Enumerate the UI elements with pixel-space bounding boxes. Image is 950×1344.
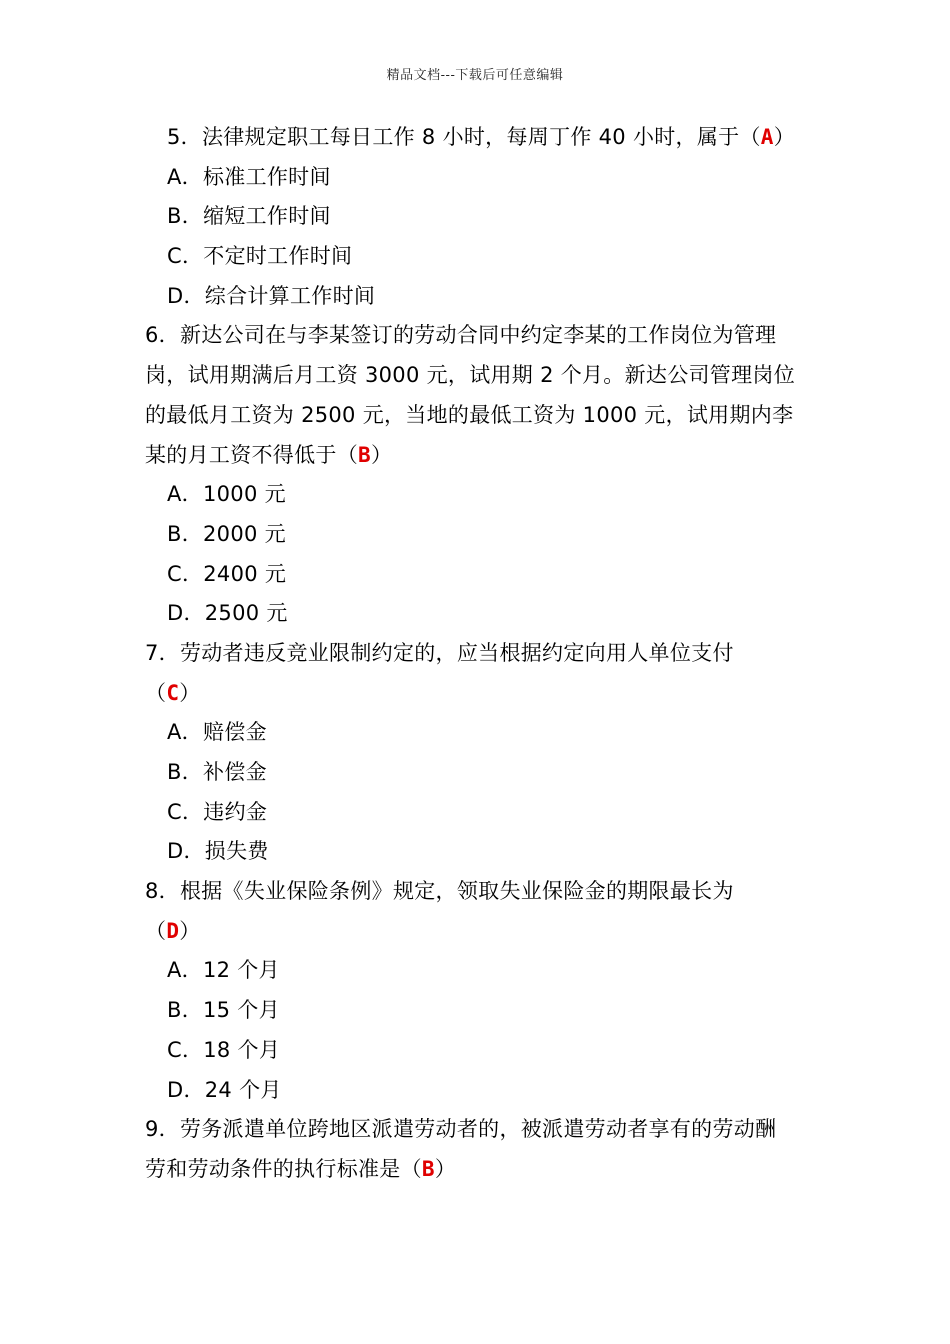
option-b: B．补偿金	[167, 760, 267, 784]
question-9	[145, 1110, 815, 1189]
option-d: D．综合计算工作时间	[167, 283, 376, 308]
option-c: C．违约金	[167, 799, 268, 824]
question-6	[145, 316, 815, 634]
question-bracket-close: ）	[370, 442, 393, 467]
question-stem-line: 的最低月工资为 2500 元，当地的最低工资为 1000 元，试用期内李	[145, 402, 794, 427]
question-text: 某的月工资不得低于（	[145, 442, 358, 467]
question-bracket-close: ）	[434, 1156, 457, 1181]
question-7	[145, 634, 815, 872]
answer-letter: C	[166, 680, 180, 705]
option-d: D．2500 元	[167, 601, 288, 626]
question-8	[145, 872, 815, 1110]
question-5	[145, 118, 815, 316]
question-stem-line: 7．劳动者违反竞业限制约定的，应当根据约定向用人单位支付	[145, 640, 734, 665]
answer-letter: D	[166, 918, 180, 943]
question-stem-line	[145, 436, 815, 476]
option-d: D．损失费	[167, 839, 269, 864]
option-c: C．不定时工作时间	[167, 244, 353, 269]
question-stem-line	[145, 674, 815, 714]
option-a: A．1000 元	[167, 482, 286, 507]
question-bracket-close: ）	[179, 918, 201, 943]
option-c: C．2400 元	[167, 561, 287, 586]
option-d: D．24 个月	[167, 1077, 282, 1102]
question-stem-line: 9．劳务派遣单位跨地区派遣劳动者的，被派遣劳动者享有的劳动酬	[145, 1117, 777, 1142]
option-b: B．2000 元	[167, 521, 286, 546]
question-text: 5．法律规定职工每日工作 8 小时，每周丁作 40 小时，属于（	[167, 125, 761, 149]
option-c: C．18 个月	[167, 1037, 281, 1062]
question-bracket-close: ）	[179, 680, 201, 705]
question-stem-line	[145, 1150, 815, 1190]
question-stem-line	[145, 912, 815, 952]
question-stem-line: 8．根据《失业保险条例》规定，领取失业保险金的期限最长为	[145, 879, 734, 904]
question-stem-line	[145, 118, 815, 158]
option-a: A．12 个月	[167, 958, 280, 983]
question-list	[145, 118, 815, 1190]
question-text: （	[145, 680, 167, 705]
question-stem-line: 岗，试用期满后月工资 3000 元，试用期 2 个月。新达公司管理岗位	[145, 363, 796, 388]
question-text: （	[145, 918, 167, 943]
answer-letter: B	[421, 1156, 435, 1181]
option-a: A．标准工作时间	[167, 164, 331, 189]
page-header: 精品文档---下载后可任意编辑	[386, 68, 564, 83]
answer-letter: B	[358, 442, 371, 467]
answer-letter: A	[760, 125, 774, 149]
option-b: B．缩短工作时间	[167, 204, 331, 229]
option-a: A．赔偿金	[167, 720, 267, 745]
question-stem-line: 6．新达公司在与李某签订的劳动合同中约定李某的工作岗位为管理	[145, 323, 777, 348]
question-bracket-close: ）	[773, 125, 796, 149]
question-text: 劳和劳动条件的执行标准是（	[145, 1156, 422, 1181]
option-b: B．15 个月	[167, 998, 280, 1023]
